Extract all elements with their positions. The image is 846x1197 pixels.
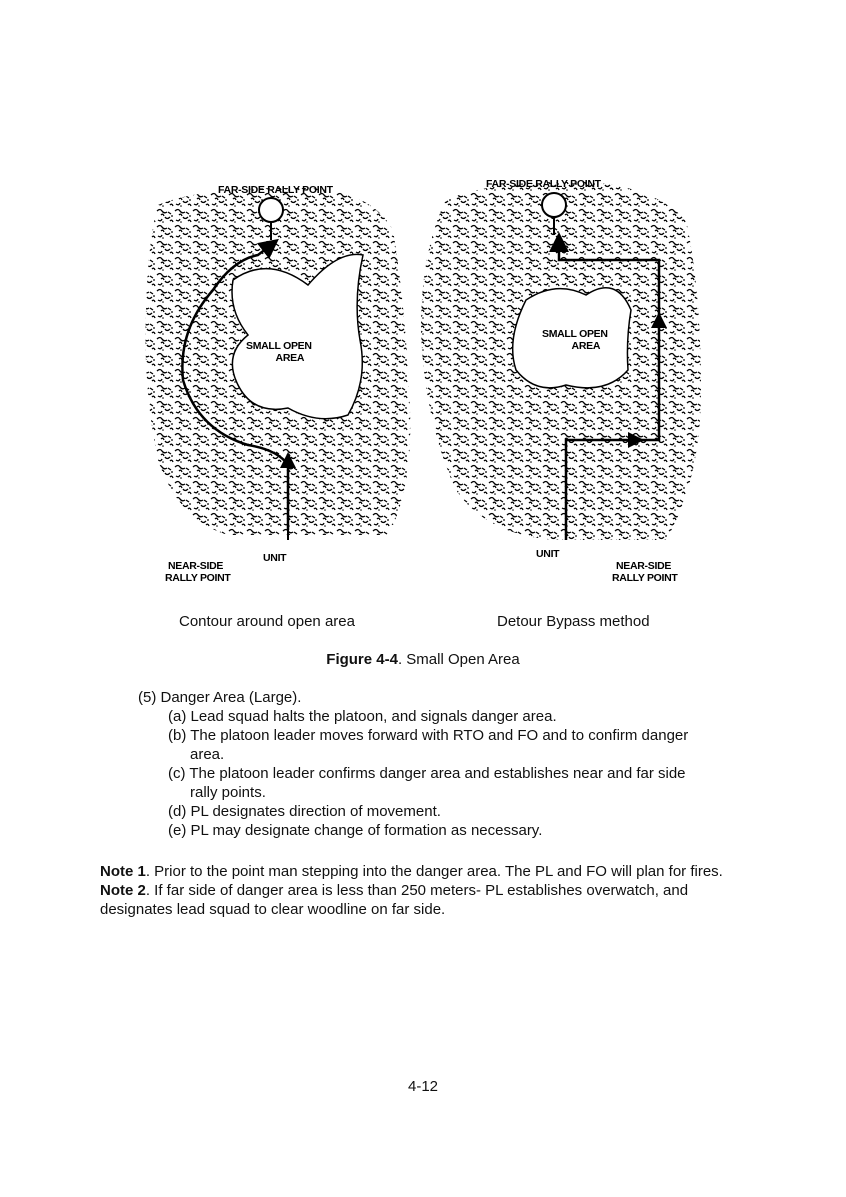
notes-section — [100, 862, 760, 919]
far-side-rally-label: FAR-SIDE RALLY POINT — [218, 184, 333, 196]
open-area-label-line2: AREA — [571, 340, 601, 352]
list-item: (d) PL designates direction of movement. — [168, 803, 441, 820]
open-area-label-line1: SMALL OPEN — [246, 340, 312, 352]
near-side-rally-label — [165, 560, 231, 584]
note-1-label: Note 1 — [100, 863, 146, 880]
list-item: (e) PL may designate change of formation as necessary. — [168, 822, 543, 839]
near-side-label-line2: RALLY POINT — [165, 572, 231, 584]
near-side-label-line2: RALLY POINT — [612, 572, 678, 584]
figure-title — [0, 651, 846, 668]
right-figure-caption: Detour Bypass method — [497, 613, 650, 630]
diagram-detour-bypass — [416, 160, 706, 600]
open-area-label — [542, 328, 608, 352]
note-2 — [100, 881, 760, 919]
list-item-continuation: rally points. — [190, 784, 266, 801]
note-1-text: . Prior to the point man stepping into the danger area. The PL and FO will plan for fires. — [145, 863, 723, 880]
near-side-rally-label — [612, 560, 678, 584]
detour-diagram-graphic — [416, 160, 706, 600]
open-area-label-line1: SMALL OPEN — [542, 328, 608, 340]
danger-area-list — [138, 688, 688, 840]
list-item: (b) The platoon leader moves forward with RTO and FO and to confirm danger — [168, 727, 689, 744]
near-side-label-line1: NEAR-SIDE — [616, 560, 672, 572]
note-1 — [100, 862, 760, 881]
figure-number: Figure 4-4 — [326, 651, 398, 668]
list-item: (a) Lead squad halts the platoon, and signals danger area. — [168, 708, 557, 725]
list-heading: (5) Danger Area (Large). — [138, 689, 302, 706]
unit-label: UNIT — [263, 552, 287, 564]
diagram-contour — [138, 160, 428, 600]
far-side-rally-label: FAR-SIDE RALLY POINT — [486, 178, 601, 190]
open-area-label-line2: AREA — [275, 352, 305, 364]
open-area-label — [246, 340, 312, 364]
near-side-label-line1: NEAR-SIDE — [168, 560, 224, 572]
contour-diagram-graphic — [138, 160, 428, 600]
page-number: 4-12 — [407, 1078, 439, 1095]
note-2-label: Note 2 — [100, 882, 146, 899]
note-2-text: . If far side of danger area is less than 250 meters- PL establishes overwatch, and designates lead squad to clear woodline on far side. — [100, 882, 689, 918]
left-figure-caption: Contour around open area — [179, 613, 355, 630]
unit-label: UNIT — [536, 548, 560, 560]
list-item-continuation: area. — [190, 746, 225, 763]
list-item: (c) The platoon leader confirms danger area and establishes near and far side — [168, 765, 686, 782]
figure-title-text: . Small Open Area — [397, 651, 520, 668]
